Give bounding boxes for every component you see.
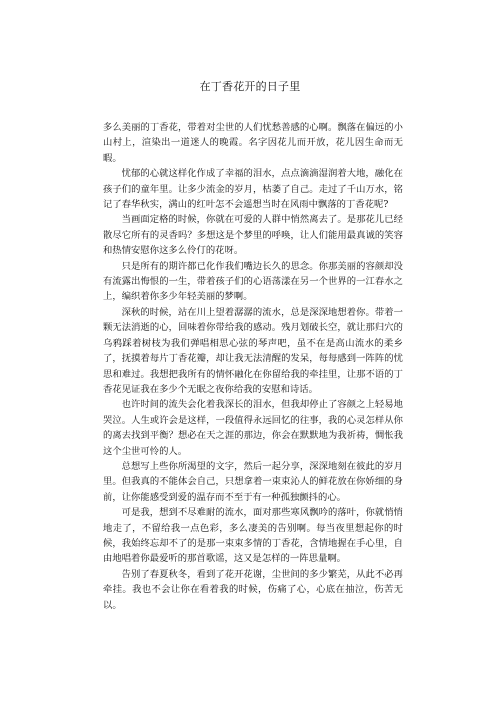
paragraph-3: 当画面定格的时候，你就在可爱的人群中悄然离去了。是那花儿已经散尽它所有的灵香吗？多想这是个梦里的呼唤，让人们能用最真诚的笑容和热情安慰你这多么伶仃的花呀。 (103, 214, 403, 257)
paragraph-2: 忧郁的心就这样化作成了幸福的泪水，点点滴滴湿润着大地，融化在孩子们的童年里。让多少流金的岁月，枯萎了自己。走过了千山万水，铭记了春华秋实，满山的红叶怎不会遥想当时在风雨中飘落的丁香花呢? (103, 168, 403, 211)
article-body (103, 120, 403, 613)
page-title: 在丁香花开的日子里 (199, 80, 301, 93)
paragraph-7: 总想写上些你所渴望的文字，然后一起分享，深深地刻在彼此的岁月里。但我真的不能体会自己，只想拿着一束束沁人的鲜花放在你娇细的身前，让你能感受到爱的温存而不至于有一种孤独颤抖的心。 (103, 460, 403, 503)
paragraph-6: 也许时间的流失会化着我深长的泪水，但我却停止了容颜之上轻易地哭泣。人生或许会是这样，一段值得永远回忆的往事，我的心灵怎样从你的离去找到平衡？想必在天之涯的那边，你会在默默地为我祈祷，惆怅我这个尘世可怜的人。 (103, 399, 403, 457)
paragraph-5: 深秋的时候，站在川上望着潺潺的流水，总是深深地想着你。带着一颗无法消逝的心，回味着你带给我的感动。残月划破长空，就让那归穴的乌鸦踩着树枝为我们弹唱相思心弦的琴声吧，虽不在是高山流水的柔乡了，抚摸着每片丁香花瓣，却让我无法清醒的发呆，每每感到一阵阵的忧思和难过。我想把我所有的情怀融化在你留给我的牵挂里，让那不语的丁香花见证我在多少个无眠之夜你给我的安慰和诗话。 (103, 306, 403, 395)
paragraph-9: 告别了春夏秋冬，看到了花开花谢，尘世间的多少繁芜，从此不必再牵挂。我也不会让你在看着我的时候，伤痛了心，心底在抽泣，伤苦无以。 (103, 568, 403, 611)
paragraph-4: 只是所有的期许都已化作我们嘴边长久的思念。你那美丽的容颜却没有流露出悔恨的一生，带着孩子们的心语荡漾在另一个世界的一江春水之上，编织着你多少年轻美丽的梦啊。 (103, 260, 403, 303)
paragraph-1: 多么美丽的丁香花，带着对尘世的人们忧愁善感的心啊。飘落在偏远的小山村上，渲染出一道迷人的晚霞。名字因花儿而开放，花儿因生命而无暇。 (103, 122, 403, 164)
paragraph-8: 可是我，想到不尽难耐的流水，面对那些寒风飘吟的落叶，你就悄悄地走了，不留给我一点色彩，多么凄美的告别啊。每当夜里想起你的时候，我始终忘却不了的是那一束束多情的丁香花，含情地握在手心里，自由地唱着你最爱听的那首歌谣，这又是怎样的一阵思量啊。 (103, 507, 403, 565)
